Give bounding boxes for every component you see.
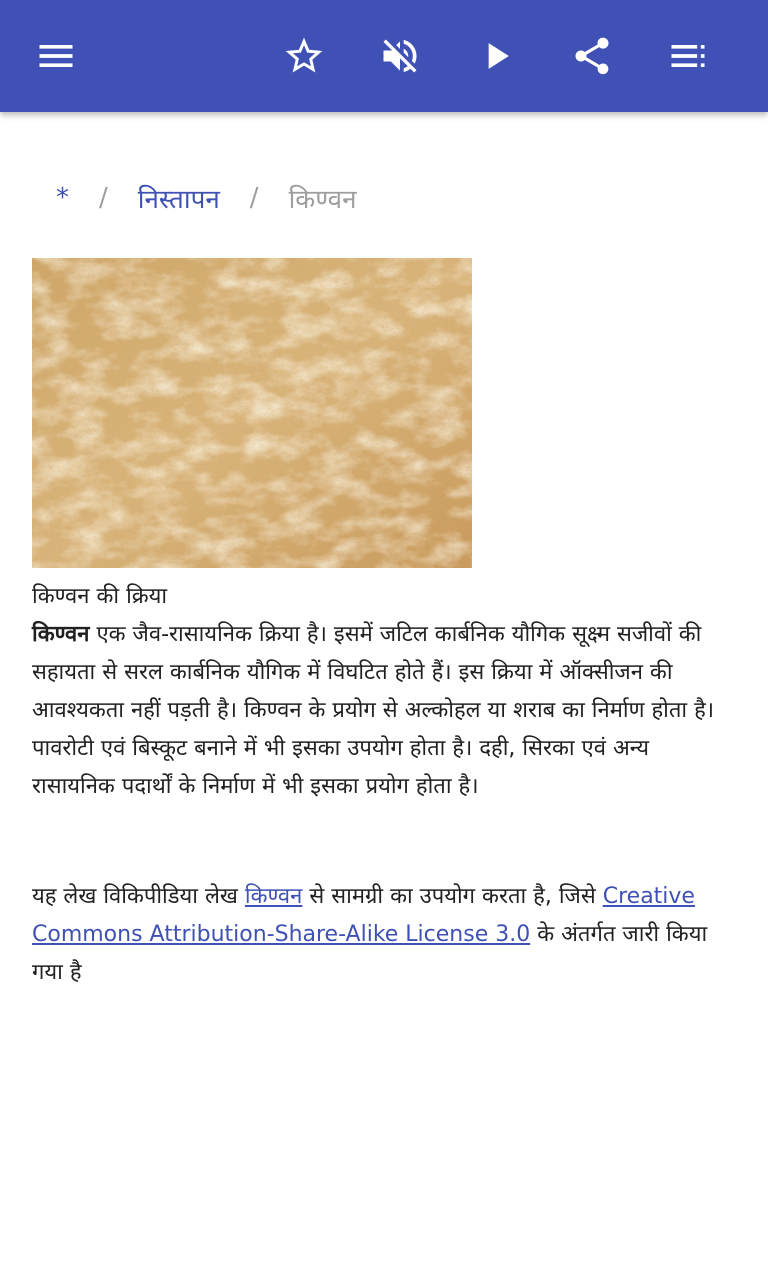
menu-button[interactable]	[20, 20, 92, 92]
contents-button[interactable]	[652, 20, 724, 92]
favorite-button[interactable]	[268, 20, 340, 92]
attribution-middle: से सामग्री का उपयोग करता है, जिसे	[302, 884, 603, 909]
attribution-suffix: के अंतर्गत जारी किया गया है	[32, 922, 708, 985]
share-icon	[570, 34, 614, 78]
attribution-text	[32, 878, 736, 992]
article-body: एक जैव-रासायनिक क्रिया है। इसमें जटिल कार्बनिक यौगिक सूक्ष्म सजीवों की सहायता से सरल कार्बनिक यौगिक में विघटित होते हैं। इस क्रिया में ऑक्सीजन की आवश्यकता नहीं पड़ती है। किण्वन के प्रयोग से अल्कोहल या शराब का निर्माण होता है। पावरोटी एवं बिस्कूट बनाने में भी इसका उपयोग होता है। दही, सिरका एवं अन्य रासायनिक पदार्थों के निर्माण में भी इसका प्रयोग होता है।	[32, 622, 715, 799]
wikipedia-article-link[interactable]: किण्वन	[244, 884, 303, 909]
breadcrumb-home-link[interactable]: *	[56, 183, 69, 213]
article-image[interactable]	[32, 258, 472, 568]
breadcrumb	[56, 176, 357, 220]
mute-button[interactable]	[364, 20, 436, 92]
star-outline-icon	[282, 34, 326, 78]
image-caption: किण्वन की क्रिया	[32, 584, 168, 609]
volume-off-icon	[378, 34, 422, 78]
app-toolbar	[0, 0, 768, 112]
fermentation-photo	[32, 258, 472, 568]
article-term: किण्वन	[32, 622, 90, 647]
article-paragraph	[32, 616, 736, 806]
breadcrumb-separator: /	[249, 183, 259, 213]
license-link[interactable]: Creative Commons Attribution-Share-Alike License 3.0	[32, 884, 695, 947]
attribution-prefix: यह लेख विकिपीडिया लेख	[32, 884, 245, 909]
play-icon	[474, 34, 518, 78]
breadcrumb-current: किण्वन	[288, 185, 357, 215]
article-content	[32, 578, 736, 992]
breadcrumb-parent-link[interactable]: निस्तापन	[137, 185, 220, 215]
share-button[interactable]	[556, 20, 628, 92]
breadcrumb-separator: /	[99, 183, 108, 213]
play-button[interactable]	[460, 20, 532, 92]
playlist-icon	[666, 34, 710, 78]
menu-icon	[34, 34, 78, 78]
